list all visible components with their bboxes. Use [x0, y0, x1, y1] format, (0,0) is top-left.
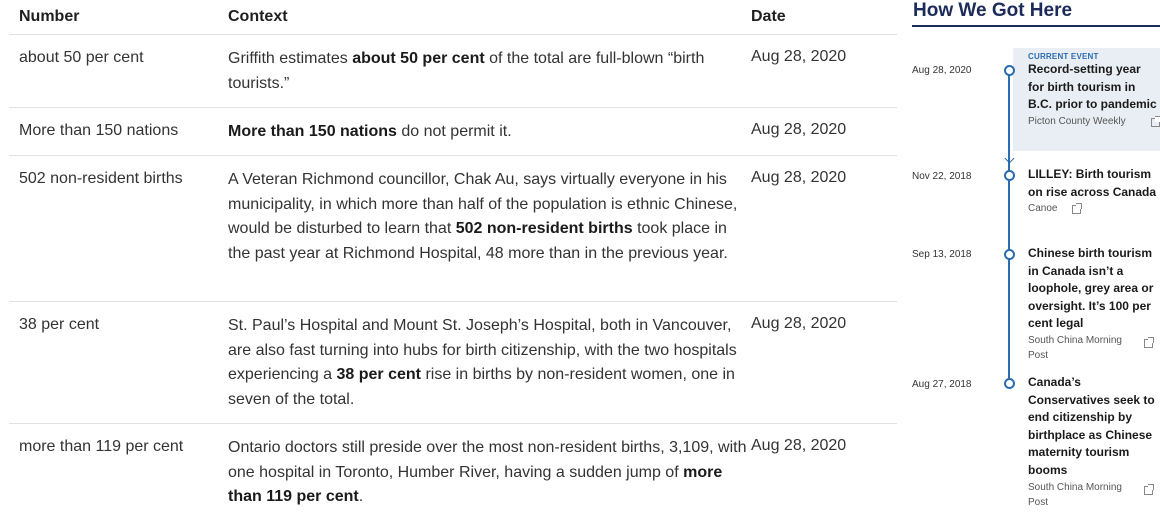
event-title-link[interactable]: Record-setting year for birth tourism in B.C. prior to pandemic: [1028, 62, 1157, 112]
row-context: St. Paul’s Hospital and Mount St. Joseph’s Hospital, both in Vancouver, are also fast turning into hubs for birth citizenship, with the two hospitals experiencing a 38 per cent rise in births by non-resident women, one in seven of the total.: [228, 317, 737, 408]
event-date: Sep 13, 2018: [912, 249, 972, 260]
row-context: A Veteran Richmond councillor, Chak Au, says virtually everyone in his municipality, in which more than half of the population is ethnic Chinese, would be disturbed to learn that 502 non-resident births took place in the past year at Richmond Hospital, 48 more than in the previous year.: [228, 171, 738, 262]
event-source[interactable]: Picton County Weekly: [1028, 114, 1160, 129]
timeline-dot-icon: [1004, 378, 1015, 389]
event-source[interactable]: South China Morning Post: [1028, 333, 1132, 363]
sidebar-title: How We Got Here: [913, 0, 1073, 21]
header-date: Date: [751, 8, 786, 25]
external-link-icon: [1072, 205, 1081, 214]
table-row: [9, 35, 897, 108]
table-row: [9, 302, 897, 424]
row-context: Griffith estimates about 50 per cent of the total are full-blown “birth tourists.”: [228, 50, 705, 92]
current-event-tag: CURRENT EVENT: [1028, 52, 1099, 61]
header-context: Context: [228, 8, 288, 25]
table-header: [9, 0, 897, 35]
row-number: 38 per cent: [19, 316, 100, 333]
row-date: Aug 28, 2020: [751, 48, 847, 65]
timeline-chevron-icon: [1005, 154, 1015, 164]
row-date: Aug 28, 2020: [751, 121, 847, 138]
timeline-line: [1008, 68, 1010, 384]
table-row: [9, 424, 897, 516]
event-date: Aug 27, 2018: [912, 379, 972, 390]
row-date: Aug 28, 2020: [751, 169, 847, 186]
row-number: 502 non-resident births: [19, 170, 183, 187]
timeline-dot-icon: [1004, 65, 1015, 76]
row-date: Aug 28, 2020: [751, 315, 847, 332]
timeline-sidebar: [912, 0, 1160, 516]
event-source[interactable]: South China Morning Post: [1028, 480, 1132, 510]
row-number: about 50 per cent: [19, 49, 144, 66]
row-context: More than 150 nations do not permit it.: [228, 123, 512, 140]
timeline-dot-icon: [1004, 170, 1015, 181]
external-link-icon: [1151, 118, 1160, 127]
event-title-link[interactable]: Canada’s Conservatives seek to end citizenship by birthplace as Chinese maternity tourism booms: [1028, 375, 1155, 477]
row-date: Aug 28, 2020: [751, 437, 847, 454]
row-context: Ontario doctors still preside over the most non-resident births, 3,109, with one hospital in Toronto, Humber River, having a sudden jump of more than 119 per cent.: [228, 439, 747, 505]
table-row: [9, 108, 897, 156]
sidebar-divider: [912, 25, 1160, 27]
event-title-link[interactable]: LILLEY: Birth tourism on rise across Canada: [1028, 167, 1157, 199]
external-link-icon: [1144, 486, 1153, 495]
event-date: Nov 22, 2018: [912, 171, 972, 182]
event-date: Aug 28, 2020: [912, 65, 972, 76]
event-source[interactable]: Canoe: [1028, 201, 1160, 216]
stats-table: [9, 0, 897, 516]
header-number: Number: [19, 8, 80, 25]
row-number: More than 150 nations: [19, 122, 179, 139]
timeline-dot-icon: [1004, 249, 1015, 260]
row-number: more than 119 per cent: [19, 438, 184, 455]
event-title-link[interactable]: Chinese birth tourism in Canada isn’t a loophole, grey area or oversight. It’s 100 per cent legal: [1028, 246, 1154, 331]
table-row: [9, 156, 897, 302]
external-link-icon: [1144, 339, 1153, 348]
